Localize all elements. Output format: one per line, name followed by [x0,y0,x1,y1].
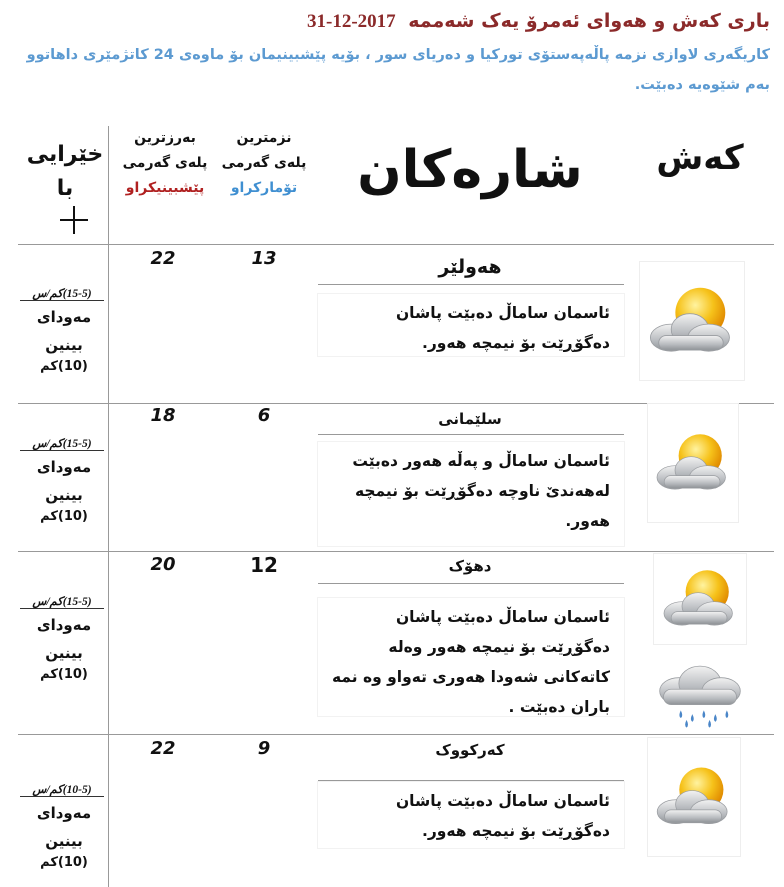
city-underline [318,583,624,584]
city-underline [318,434,624,435]
wind-label-1: خێرایی [26,142,104,167]
wind-speed: (15-5)کم/س [20,436,104,451]
visibility-label: بینین [45,644,83,662]
column-header-weather: کەش [656,138,744,178]
wind-visibility [18,286,110,374]
min-temp: 6 [257,405,271,426]
city-name: کەرکووک [435,741,505,759]
min-label-1: نزمترین [236,130,292,146]
min-temp: 12 [250,553,278,577]
max-temp: 22 [150,738,176,759]
city-name: هەولێر [438,256,502,278]
weather-description: ئاسمان ساماڵ دەبێت پاشان دەگۆڕێت بۆ نیمچە هەور. [318,294,624,356]
visibility-label: بینین [45,832,83,850]
visibility-label: مەودای [36,804,92,822]
report-title [10,6,770,37]
title-text: باری کەش و هەوای ئەمرۆ یەک شەممە [408,10,770,32]
visibility-label: مەودای [36,308,92,326]
partly-cloudy-icon [654,554,746,644]
report-subtitle: کاریگەری لاوازی نزمە پاڵەپەستۆی تورکیا و دەریای سور ، بۆیە پێشبینیمان بۆ ماوەی 24 کاتژمێری داهاتوو بەم شێوەیە دەبێت. [26,47,770,93]
visibility-label: مەودای [36,616,92,634]
report-date: 2017-12-31 [306,11,396,32]
grid-line [18,734,774,735]
city-underline [318,284,624,285]
visibility-value: (10)کم [40,855,88,870]
wind-speed: (15-5)کم/س [20,286,104,301]
partly-cloudy-icon [648,738,740,856]
wind-visibility [18,782,110,870]
max-temp: 20 [150,554,176,575]
column-header-wind [22,138,108,206]
weather-description: ئاسمان ساماڵ دەبێت پاشان دەگۆڕێت بۆ نیمچە هەور وەلە کاتەکانی شەودا هەوری تەواو وە نمە باران دەبێت . [318,598,624,716]
wind-visibility [18,594,110,682]
rain-cloud-icon [652,660,748,728]
partly-cloudy-icon [648,404,738,522]
city-underline [318,780,624,781]
city-name: دهۆک [448,557,492,575]
wind-visibility [18,436,110,524]
weather-description: ئاسمان ساماڵ دەبێت پاشان دەگۆڕێت بۆ نیمچە هەور. [318,782,624,848]
max-label-3: پێشبینیکراو [125,180,205,196]
max-label-1: بەرزترین [134,130,196,146]
wind-speed: (15-5)کم/س [20,594,104,609]
min-temp: 9 [257,738,271,759]
min-temp: 13 [251,248,277,269]
partly-cloudy-icon [640,262,744,380]
city-name: سلێمانی [438,410,502,428]
grid-line [18,244,774,245]
plus-icon [60,206,88,234]
column-header-cities: شارەکان [357,140,583,200]
min-label-3: تۆمارکراو [230,180,298,196]
visibility-value: (10)کم [40,359,88,374]
visibility-label: مەودای [36,458,92,476]
weather-description: ئاسمان ساماڵ و پەڵە هەور دەبێت لەهەندێ ناوچە دەگۆڕێت بۆ نیمچە هەور. [318,442,624,546]
wind-label-2: با [56,176,74,201]
visibility-value: (10)کم [40,509,88,524]
max-label-2: پلەی گەرمی [122,155,208,171]
column-header-min-temp [212,126,316,201]
column-header-max-temp [112,126,218,201]
visibility-value: (10)کم [40,667,88,682]
wind-speed: (10-5)کم/س [20,782,104,797]
min-label-2: پلەی گەرمی [221,155,307,171]
visibility-label: بینین [45,486,83,504]
visibility-label: بینین [45,336,83,354]
max-temp: 22 [150,248,176,269]
grid-line [18,551,774,552]
max-temp: 18 [150,405,176,426]
